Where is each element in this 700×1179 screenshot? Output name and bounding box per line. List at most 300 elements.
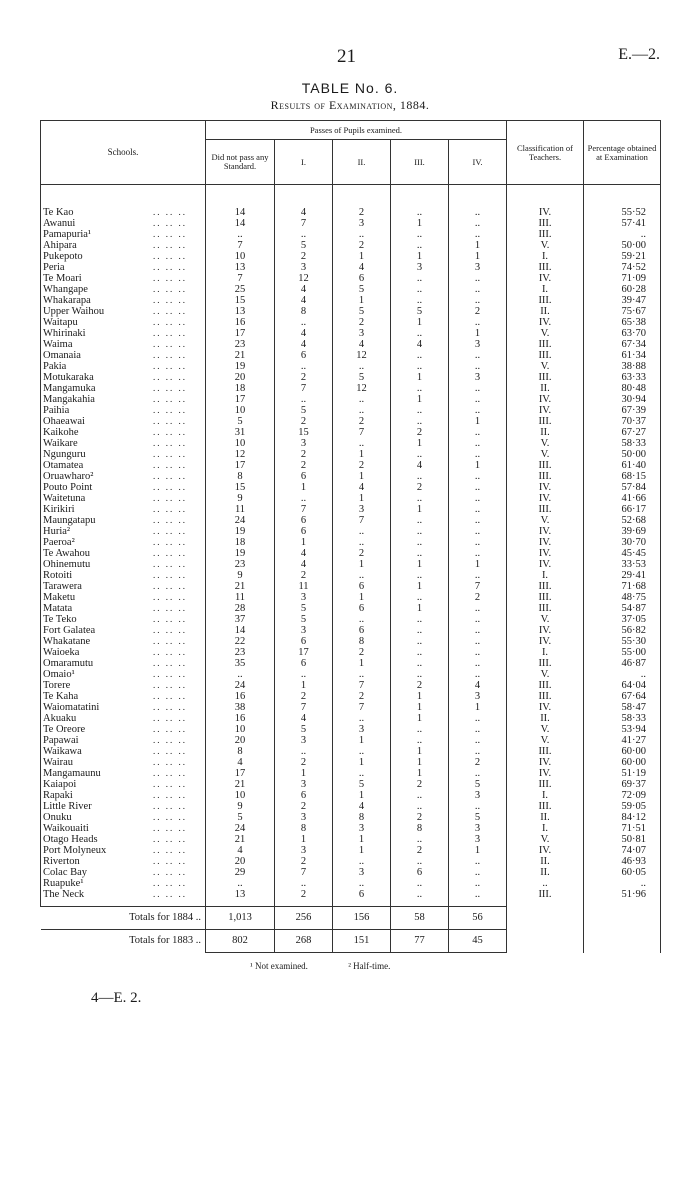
school-name-cell bbox=[41, 779, 206, 790]
classification-cell: II. bbox=[507, 812, 584, 823]
standard-3-cell: .. bbox=[391, 207, 449, 218]
table-row bbox=[41, 361, 661, 372]
percentage-cell: 38·88 bbox=[584, 361, 661, 372]
header-not-passed: Did not pass any Standard. bbox=[206, 140, 275, 185]
school-name-cell bbox=[41, 427, 206, 438]
standard-2-cell: 6 bbox=[333, 603, 391, 614]
school-name-cell bbox=[41, 207, 206, 218]
percentage-cell: 72·09 bbox=[584, 790, 661, 801]
standard-3-cell: 1 bbox=[391, 394, 449, 405]
standard-1-cell: 4 bbox=[275, 295, 333, 306]
not-passed-cell: 13 bbox=[206, 262, 275, 273]
school-name-cell bbox=[41, 482, 206, 493]
school-name: Ngunguru bbox=[43, 449, 86, 460]
not-passed-cell: 8 bbox=[206, 746, 275, 757]
not-passed-cell: 12 bbox=[206, 449, 275, 460]
table-row bbox=[41, 460, 661, 471]
not-passed-cell: 9 bbox=[206, 493, 275, 504]
classification-cell: III. bbox=[507, 471, 584, 482]
school-name: Kaiapoi bbox=[43, 779, 77, 790]
percentage-cell: 54·87 bbox=[584, 603, 661, 614]
percentage-cell: 58·47 bbox=[584, 702, 661, 713]
standard-3-cell: 1 bbox=[391, 713, 449, 724]
classification-cell: V. bbox=[507, 361, 584, 372]
table-row bbox=[41, 526, 661, 537]
classification-cell: IV. bbox=[507, 548, 584, 559]
standard-4-cell: .. bbox=[449, 867, 507, 878]
percentage-cell: 41·66 bbox=[584, 493, 661, 504]
table-row bbox=[41, 559, 661, 570]
total-standard-3-cell: 58 bbox=[391, 907, 449, 930]
classification-cell: III. bbox=[507, 680, 584, 691]
standard-1-cell: 6 bbox=[275, 658, 333, 669]
table-row bbox=[41, 713, 661, 724]
standard-2-cell: .. bbox=[333, 713, 391, 724]
school-name-cell bbox=[41, 251, 206, 262]
classification-cell: IV. bbox=[507, 757, 584, 768]
standard-4-cell: .. bbox=[449, 537, 507, 548]
standard-3-cell: .. bbox=[391, 889, 449, 907]
table-row bbox=[41, 284, 661, 295]
school-name: Matata bbox=[43, 603, 73, 614]
not-passed-cell: 10 bbox=[206, 438, 275, 449]
standard-1-cell: 2 bbox=[275, 460, 333, 471]
standard-1-cell: .. bbox=[275, 669, 333, 680]
not-passed-cell: 18 bbox=[206, 383, 275, 394]
school-name-cell bbox=[41, 680, 206, 691]
standard-1-cell: 11 bbox=[275, 581, 333, 592]
leader-dots: .. .. .. bbox=[153, 570, 187, 580]
school-name: Ahipara bbox=[43, 240, 77, 251]
not-passed-cell: 25 bbox=[206, 284, 275, 295]
leader-dots: .. .. .. bbox=[153, 526, 187, 536]
school-name: Pakia bbox=[43, 361, 67, 372]
not-passed-cell: 23 bbox=[206, 559, 275, 570]
footnote-half-time: ² Half-time. bbox=[348, 961, 391, 971]
school-name: Te Oreore bbox=[43, 724, 86, 735]
classification-cell: IV. bbox=[507, 394, 584, 405]
not-passed-cell: 23 bbox=[206, 339, 275, 350]
not-passed-cell: 18 bbox=[206, 537, 275, 548]
standard-3-cell: 2 bbox=[391, 427, 449, 438]
standard-1-cell: 1 bbox=[275, 834, 333, 845]
school-name: Pouto Point bbox=[43, 482, 93, 493]
standard-4-cell: .. bbox=[449, 295, 507, 306]
leader-dots: .. .. .. bbox=[153, 427, 187, 437]
standard-2-cell: 3 bbox=[333, 867, 391, 878]
standard-2-cell: .. bbox=[333, 537, 391, 548]
table-row bbox=[41, 867, 661, 878]
standard-3-cell: .. bbox=[391, 328, 449, 339]
standard-4-cell: .. bbox=[449, 229, 507, 240]
not-passed-cell: .. bbox=[206, 878, 275, 889]
leader-dots: .. .. .. bbox=[153, 482, 187, 492]
percentage-cell: 65·38 bbox=[584, 317, 661, 328]
standard-4-cell: .. bbox=[449, 614, 507, 625]
classification-cell: I. bbox=[507, 823, 584, 834]
percentage-cell: 51·19 bbox=[584, 768, 661, 779]
standard-2-cell: 7 bbox=[333, 702, 391, 713]
standard-3-cell: 1 bbox=[391, 251, 449, 262]
table-row bbox=[41, 427, 661, 438]
table-row bbox=[41, 625, 661, 636]
school-name: Rapaki bbox=[43, 790, 73, 801]
standard-2-cell: 2 bbox=[333, 647, 391, 658]
standard-4-cell: .. bbox=[449, 482, 507, 493]
percentage-cell: 74·52 bbox=[584, 262, 661, 273]
table-row bbox=[41, 801, 661, 812]
table-row bbox=[41, 416, 661, 427]
classification-cell: I. bbox=[507, 647, 584, 658]
table-row bbox=[41, 295, 661, 306]
school-name: Waiomatatini bbox=[43, 702, 100, 713]
standard-2-cell: 6 bbox=[333, 889, 391, 907]
blank-classification-cell bbox=[507, 907, 584, 953]
leader-dots: .. .. .. bbox=[153, 867, 187, 877]
school-name: Riverton bbox=[43, 856, 80, 867]
table-row bbox=[41, 669, 661, 680]
standard-3-cell: 1 bbox=[391, 603, 449, 614]
table-subtitle: Results of Examination, 1884. bbox=[270, 98, 430, 112]
school-name-cell bbox=[41, 493, 206, 504]
standard-2-cell: .. bbox=[333, 438, 391, 449]
school-name: Paeroa² bbox=[43, 537, 75, 548]
leader-dots: .. .. .. bbox=[153, 537, 187, 547]
standard-1-cell: 1 bbox=[275, 768, 333, 779]
school-name-cell bbox=[41, 383, 206, 394]
standard-2-cell: .. bbox=[333, 856, 391, 867]
standard-1-cell: 7 bbox=[275, 383, 333, 394]
table-row bbox=[41, 647, 661, 658]
classification-cell: V. bbox=[507, 614, 584, 625]
standard-2-cell: 1 bbox=[333, 559, 391, 570]
table-row bbox=[41, 328, 661, 339]
classification-cell: IV. bbox=[507, 493, 584, 504]
school-name: Wairau bbox=[43, 757, 74, 768]
percentage-cell: 60·00 bbox=[584, 757, 661, 768]
standard-2-cell: 1 bbox=[333, 251, 391, 262]
standard-4-cell: .. bbox=[449, 713, 507, 724]
leader-dots: .. .. .. bbox=[153, 515, 187, 525]
school-name-cell bbox=[41, 449, 206, 460]
percentage-cell: 55·30 bbox=[584, 636, 661, 647]
standard-1-cell: 2 bbox=[275, 449, 333, 460]
school-name-cell bbox=[41, 669, 206, 680]
standard-1-cell: 3 bbox=[275, 812, 333, 823]
standard-4-cell: .. bbox=[449, 768, 507, 779]
percentage-cell: 67·64 bbox=[584, 691, 661, 702]
classification-cell: III. bbox=[507, 460, 584, 471]
not-passed-cell: 7 bbox=[206, 240, 275, 251]
standard-2-cell: 4 bbox=[333, 262, 391, 273]
total-not-passed-cell: 1,013 bbox=[206, 907, 275, 930]
classification-cell: III. bbox=[507, 779, 584, 790]
total-standard-1-cell: 256 bbox=[275, 907, 333, 930]
standard-2-cell: 4 bbox=[333, 339, 391, 350]
school-name-cell bbox=[41, 284, 206, 295]
school-name-cell bbox=[41, 691, 206, 702]
table-row bbox=[41, 845, 661, 856]
standard-2-cell: 1 bbox=[333, 471, 391, 482]
table-row bbox=[41, 691, 661, 702]
standard-3-cell: 1 bbox=[391, 504, 449, 515]
school-name-cell bbox=[41, 636, 206, 647]
standard-2-cell: .. bbox=[333, 361, 391, 372]
school-name-cell bbox=[41, 339, 206, 350]
leader-dots: .. .. .. bbox=[153, 834, 187, 844]
school-name: Torere bbox=[43, 680, 71, 691]
standard-1-cell: 3 bbox=[275, 262, 333, 273]
standard-2-cell: 2 bbox=[333, 691, 391, 702]
standard-4-cell: .. bbox=[449, 449, 507, 460]
percentage-cell: 61·40 bbox=[584, 460, 661, 471]
standard-1-cell: 5 bbox=[275, 240, 333, 251]
not-passed-cell: 17 bbox=[206, 460, 275, 471]
percentage-cell: 57·41 bbox=[584, 218, 661, 229]
standard-1-cell: 15 bbox=[275, 427, 333, 438]
standard-1-cell: 4 bbox=[275, 559, 333, 570]
percentage-cell: 46·93 bbox=[584, 856, 661, 867]
table-row bbox=[41, 812, 661, 823]
standard-4-cell: .. bbox=[449, 735, 507, 746]
school-name: Tarawera bbox=[43, 581, 82, 592]
standard-1-cell: 2 bbox=[275, 889, 333, 907]
table-row bbox=[41, 207, 661, 218]
table-body bbox=[41, 185, 661, 907]
standard-2-cell: 3 bbox=[333, 328, 391, 339]
standard-4-cell: .. bbox=[449, 438, 507, 449]
school-name: Whangape bbox=[43, 284, 88, 295]
table-totals bbox=[41, 907, 661, 953]
table-row bbox=[41, 339, 661, 350]
standard-1-cell: 8 bbox=[275, 306, 333, 317]
standard-4-cell: 5 bbox=[449, 779, 507, 790]
percentage-cell: 75·67 bbox=[584, 306, 661, 317]
table-row bbox=[41, 229, 661, 240]
percentage-cell: 58·33 bbox=[584, 713, 661, 724]
table-row bbox=[41, 438, 661, 449]
school-name-cell bbox=[41, 262, 206, 273]
classification-cell: V. bbox=[507, 515, 584, 526]
standard-2-cell: 3 bbox=[333, 218, 391, 229]
not-passed-cell: 8 bbox=[206, 471, 275, 482]
school-name-cell bbox=[41, 724, 206, 735]
standard-3-cell: .. bbox=[391, 735, 449, 746]
standard-3-cell: 1 bbox=[391, 768, 449, 779]
not-passed-cell: 9 bbox=[206, 801, 275, 812]
leader-dots: .. .. .. bbox=[153, 306, 187, 316]
totals-label bbox=[41, 907, 206, 930]
standard-1-cell: 2 bbox=[275, 416, 333, 427]
total-not-passed-cell: 802 bbox=[206, 930, 275, 953]
classification-cell: V. bbox=[507, 724, 584, 735]
leader-dots: .. .. .. bbox=[153, 702, 187, 712]
not-passed-cell: 28 bbox=[206, 603, 275, 614]
standard-2-cell: 2 bbox=[333, 460, 391, 471]
percentage-cell: 30·70 bbox=[584, 537, 661, 548]
school-name: Mangamuka bbox=[43, 383, 96, 394]
table-row bbox=[41, 449, 661, 460]
standard-2-cell: 2 bbox=[333, 548, 391, 559]
standard-3-cell: .. bbox=[391, 592, 449, 603]
classification-cell: V. bbox=[507, 449, 584, 460]
standard-3-cell: .. bbox=[391, 625, 449, 636]
standard-1-cell: 2 bbox=[275, 570, 333, 581]
table-row bbox=[41, 350, 661, 361]
standard-3-cell: .. bbox=[391, 658, 449, 669]
classification-cell: V. bbox=[507, 438, 584, 449]
table-row bbox=[41, 603, 661, 614]
header-standard-3: III. bbox=[391, 140, 449, 185]
classification-cell: II. bbox=[507, 383, 584, 394]
percentage-cell: 58·33 bbox=[584, 438, 661, 449]
total-standard-1-cell: 268 bbox=[275, 930, 333, 953]
standard-2-cell: 12 bbox=[333, 350, 391, 361]
standard-4-cell: .. bbox=[449, 383, 507, 394]
school-name: Whakatane bbox=[43, 636, 91, 647]
classification-cell: III. bbox=[507, 416, 584, 427]
standard-3-cell: .. bbox=[391, 526, 449, 537]
standard-2-cell: 1 bbox=[333, 735, 391, 746]
table-row bbox=[41, 394, 661, 405]
percentage-cell: 57·84 bbox=[584, 482, 661, 493]
standard-3-cell: .. bbox=[391, 548, 449, 559]
classification-cell: III. bbox=[507, 592, 584, 603]
table-row bbox=[41, 405, 661, 416]
table-row bbox=[41, 746, 661, 757]
header-standard-2: II. bbox=[333, 140, 391, 185]
leader-dots: .. .. .. bbox=[153, 889, 187, 899]
school-name-cell bbox=[41, 229, 206, 240]
leader-dots: .. .. .. bbox=[153, 647, 187, 657]
standard-3-cell: 1 bbox=[391, 438, 449, 449]
leader-dots: .. .. .. bbox=[153, 504, 187, 514]
leader-dots: .. .. .. bbox=[153, 779, 187, 789]
standard-3-cell: 4 bbox=[391, 339, 449, 350]
table-row bbox=[41, 262, 661, 273]
percentage-cell: 71·68 bbox=[584, 581, 661, 592]
standard-1-cell: 2 bbox=[275, 691, 333, 702]
not-passed-cell: 16 bbox=[206, 317, 275, 328]
classification-cell: IV. bbox=[507, 207, 584, 218]
school-name: Omaramutu bbox=[43, 658, 94, 669]
standard-2-cell: 1 bbox=[333, 658, 391, 669]
standard-1-cell: 3 bbox=[275, 625, 333, 636]
standard-2-cell: 7 bbox=[333, 515, 391, 526]
standard-1-cell: 6 bbox=[275, 471, 333, 482]
standard-4-cell: .. bbox=[449, 504, 507, 515]
not-passed-cell: .. bbox=[206, 669, 275, 680]
leader-dots: .. .. .. bbox=[153, 680, 187, 690]
school-name: Whakarapa bbox=[43, 295, 91, 306]
school-name: Waitapu bbox=[43, 317, 78, 328]
percentage-cell: 84·12 bbox=[584, 812, 661, 823]
school-name-cell bbox=[41, 306, 206, 317]
not-passed-cell: 9 bbox=[206, 570, 275, 581]
percentage-cell: 39·69 bbox=[584, 526, 661, 537]
school-name-cell bbox=[41, 746, 206, 757]
table-row bbox=[41, 537, 661, 548]
percentage-cell: 55·52 bbox=[584, 207, 661, 218]
table-row bbox=[41, 856, 661, 867]
school-name: Ohinemutu bbox=[43, 559, 91, 570]
school-name-cell bbox=[41, 581, 206, 592]
table-row bbox=[41, 658, 661, 669]
school-name-cell bbox=[41, 790, 206, 801]
standard-4-cell: 3 bbox=[449, 339, 507, 350]
leader-dots: .. .. .. bbox=[153, 823, 187, 833]
school-name: Oruawharo² bbox=[43, 471, 94, 482]
standard-2-cell: 2 bbox=[333, 240, 391, 251]
standard-2-cell: 1 bbox=[333, 757, 391, 768]
standard-4-cell: 2 bbox=[449, 592, 507, 603]
not-passed-cell: 20 bbox=[206, 856, 275, 867]
school-name-cell bbox=[41, 823, 206, 834]
school-name-cell bbox=[41, 570, 206, 581]
standard-2-cell: 3 bbox=[333, 823, 391, 834]
standard-2-cell: .. bbox=[333, 746, 391, 757]
standard-2-cell: 3 bbox=[333, 724, 391, 735]
percentage-cell: 50·00 bbox=[584, 449, 661, 460]
leader-dots: .. .. .. bbox=[153, 559, 187, 569]
standard-3-cell: .. bbox=[391, 878, 449, 889]
school-name-cell bbox=[41, 592, 206, 603]
standard-1-cell: 2 bbox=[275, 856, 333, 867]
percentage-cell: .. bbox=[584, 878, 661, 889]
header-passes-group: Passes of Pupils examined. bbox=[206, 121, 507, 140]
standard-2-cell: 1 bbox=[333, 790, 391, 801]
standard-4-cell: .. bbox=[449, 625, 507, 636]
standard-4-cell: .. bbox=[449, 361, 507, 372]
standard-3-cell: 2 bbox=[391, 482, 449, 493]
table-row bbox=[41, 482, 661, 493]
classification-cell: III. bbox=[507, 801, 584, 812]
standard-1-cell: 7 bbox=[275, 702, 333, 713]
school-name-cell bbox=[41, 834, 206, 845]
not-passed-cell: 16 bbox=[206, 713, 275, 724]
percentage-cell: 59·21 bbox=[584, 251, 661, 262]
not-passed-cell: 15 bbox=[206, 295, 275, 306]
school-name: Upper Waihou bbox=[43, 306, 105, 317]
not-passed-cell: 4 bbox=[206, 845, 275, 856]
leader-dots: .. .. .. bbox=[153, 339, 187, 349]
standard-4-cell: 1 bbox=[449, 845, 507, 856]
standard-3-cell: .. bbox=[391, 284, 449, 295]
school-name-cell bbox=[41, 504, 206, 515]
percentage-cell: 67·34 bbox=[584, 339, 661, 350]
school-name: Kaikohe bbox=[43, 427, 79, 438]
percentage-cell: 68·15 bbox=[584, 471, 661, 482]
standard-3-cell: 1 bbox=[391, 559, 449, 570]
school-name-cell bbox=[41, 735, 206, 746]
standard-3-cell: 5 bbox=[391, 306, 449, 317]
school-name: Waima bbox=[43, 339, 73, 350]
standard-4-cell: 5 bbox=[449, 812, 507, 823]
header-percentage: Percentage obtained at Examination bbox=[584, 121, 661, 185]
school-name: Mangakahia bbox=[43, 394, 95, 405]
school-name: Pamapuria¹ bbox=[43, 229, 92, 240]
totals-label-text: Totals for 1883 bbox=[129, 935, 194, 947]
standard-3-cell: 3 bbox=[391, 262, 449, 273]
classification-cell: III. bbox=[507, 372, 584, 383]
standard-2-cell: 1 bbox=[333, 295, 391, 306]
standard-2-cell: 3 bbox=[333, 504, 391, 515]
standard-4-cell: .. bbox=[449, 394, 507, 405]
not-passed-cell: 19 bbox=[206, 361, 275, 372]
leader-dots: .. .. .. bbox=[153, 878, 187, 888]
school-name-cell bbox=[41, 240, 206, 251]
school-name: The Neck bbox=[43, 889, 85, 900]
